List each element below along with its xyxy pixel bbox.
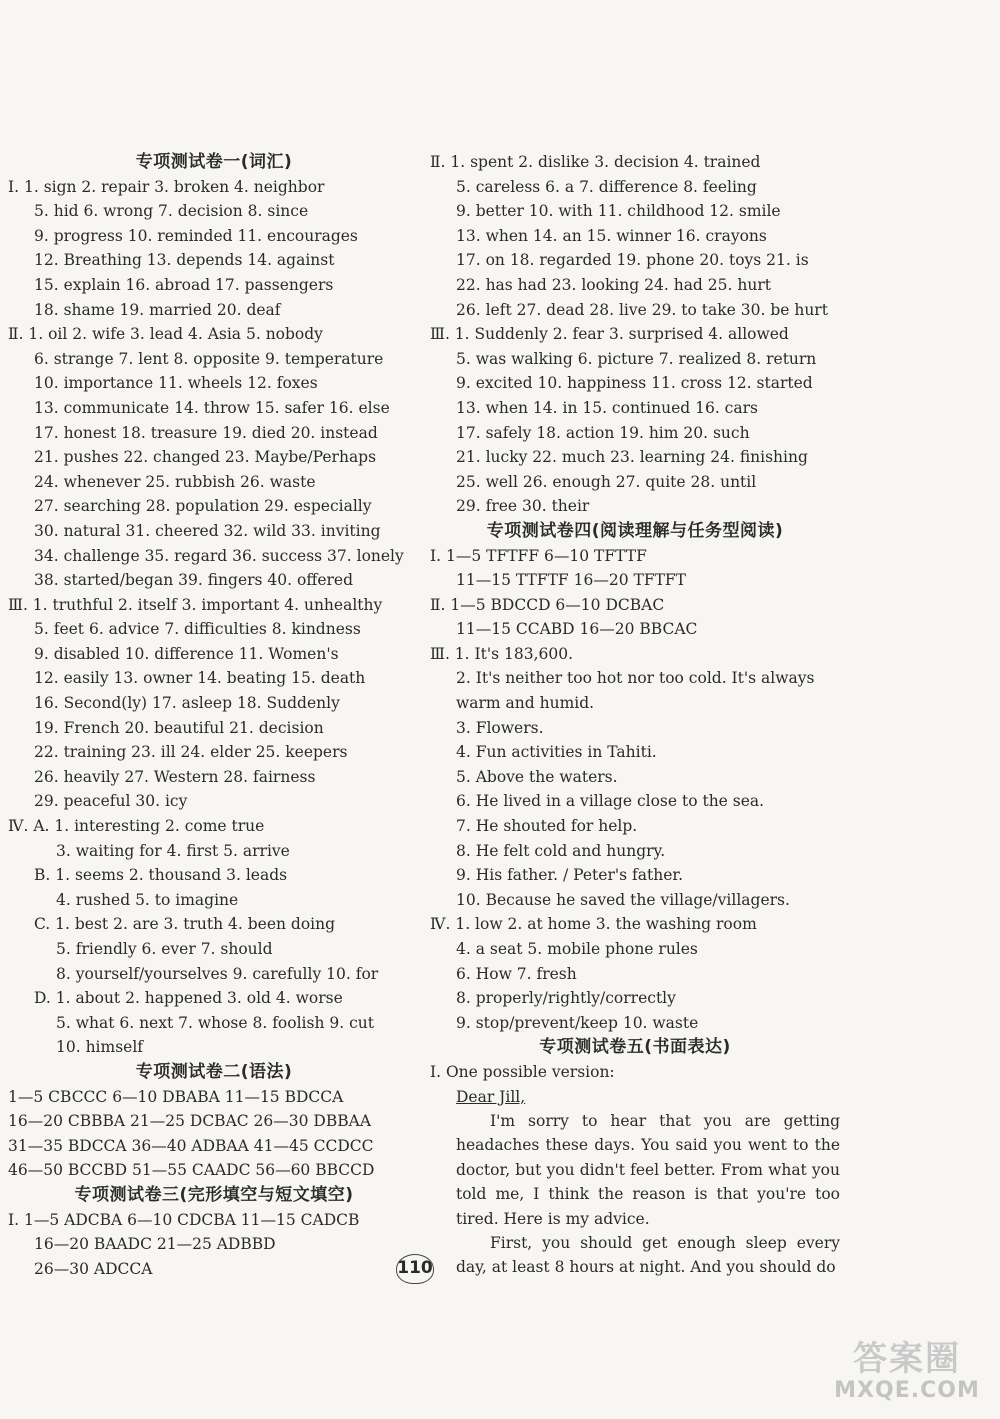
answer-line: 17. safely 18. action 19. him 20. such (456, 423, 750, 442)
right-column-lines (430, 150, 840, 1085)
answer-line: 5. was walking 6. picture 7. realized 8. return (456, 349, 817, 368)
answer-line: 3. waiting for 4. first 5. arrive (56, 841, 290, 860)
answer-line: 29. free 30. their (456, 497, 590, 516)
answer-line: 11—15 CCABD 16—20 BBCAC (456, 620, 698, 639)
site-watermark-logo (832, 1339, 982, 1409)
answer-line: 4. a seat 5. mobile phone rules (456, 940, 698, 958)
answer-line: 29. peaceful 30. icy (34, 792, 188, 811)
letter-salutation: Dear Jill, (456, 1087, 526, 1106)
answer-line: 16—20 BAADC 21—25 ADBBD (34, 1235, 276, 1254)
answer-line: Ⅰ. 1—5 TFTFF 6—10 TFTTF (430, 546, 647, 565)
answer-line: 31—35 BDCCA 36—40 ADBAA 41—45 CCDCC (8, 1136, 374, 1155)
answer-line: 24. whenever 25. rubbish 26. waste (34, 472, 316, 491)
section-heading: 专项测试卷一(词汇) (135, 152, 293, 172)
answer-line: 26. left 27. dead 28. live 29. to take 30. be hurt (456, 300, 828, 319)
answer-line: 13. communicate 14. throw 15. safer 16. else (34, 398, 390, 417)
answer-line: 2. It's neither too hot nor too cold. It's always (456, 669, 815, 688)
answer-line: 6. How 7. fresh (456, 964, 577, 983)
answer-line: 5. friendly 6. ever 7. should (56, 940, 273, 958)
answer-line: Ⅲ. 1. It's 183,600. (430, 644, 574, 663)
answer-line: Ⅳ. 1. low 2. at home 3. the washing room (430, 915, 757, 934)
answer-line: 5. what 6. next 7. whose 8. foolish 9. cut (56, 1013, 374, 1032)
answer-line: Ⅲ. 1. truthful 2. itself 3. important 4. unhealthy (8, 595, 383, 614)
answer-line: 10. Because he saved the village/villagers. (456, 890, 790, 909)
answer-line: 9. disabled 10. difference 11. Women's (34, 644, 339, 663)
answer-line: Ⅰ. 1. sign 2. repair 3. broken 4. neighbor (8, 177, 325, 196)
answer-line: 1—5 CBCCC 6—10 DBABA 11—15 BDCCA (8, 1087, 344, 1106)
answer-line: 9. excited 10. happiness 11. cross 12. started (456, 374, 813, 393)
answer-line: 30. natural 31. cheered 32. wild 33. inviting (34, 521, 381, 540)
answer-line: 22. has had 23. looking 24. had 25. hurt (456, 275, 771, 294)
answer-line: 9. His father. / Peter's father. (456, 866, 683, 885)
section-heading: 专项测试卷五(书面表达) (539, 1037, 731, 1058)
answer-line: 21. pushes 22. changed 23. Maybe/Perhaps (34, 448, 377, 467)
answer-line: 13. when 14. in 15. continued 16. cars (456, 398, 758, 417)
watermark-text-top: 答案圈 (853, 1339, 961, 1379)
answer-line: Ⅲ. 1. Suddenly 2. fear 3. surprised 4. allowed (430, 325, 789, 344)
answer-line: 18. shame 19. married 20. deaf (34, 300, 281, 319)
sample-letter (430, 1085, 840, 1280)
answer-line: D. 1. about 2. happened 3. old 4. worse (34, 989, 343, 1008)
answer-line: 9. progress 10. reminded 11. encourages (34, 226, 358, 245)
letter-paragraph-2: First, you should get enough sleep every day, at least 8 hours at night. And you should do (456, 1234, 840, 1277)
answer-line: 8. yourself/yourselves 9. carefully 10. for (56, 964, 379, 983)
answer-line: 3. Flowers. (456, 718, 544, 737)
answer-line: 25. well 26. enough 27. quite 28. until (456, 472, 757, 491)
answer-line: Ⅳ. A. 1. interesting 2. come true (8, 817, 265, 836)
answer-line: 7. He shouted for help. (456, 817, 638, 836)
answer-line: 6. He lived in a village close to the sea. (456, 792, 765, 811)
answer-line: 13. when 14. an 15. winner 16. crayons (456, 226, 767, 245)
answer-line: Ⅰ. 1—5 ADCBA 6—10 CDCBA 11—15 CADCB (8, 1210, 360, 1229)
answer-line: Ⅱ. 1. oil 2. wife 3. lead 4. Asia 5. nobody (8, 325, 323, 344)
answer-line: 22. training 23. ill 24. elder 25. keepers (34, 743, 348, 762)
answer-line: 10. importance 11. wheels 12. foxes (34, 374, 318, 393)
answer-line: B. 1. seems 2. thousand 3. leads (34, 866, 288, 885)
answer-line: 17. on 18. regarded 19. phone 20. toys 21. is (456, 251, 809, 270)
answer-line: 5. feet 6. advice 7. difficulties 8. kindness (34, 620, 361, 639)
answer-line: 8. properly/rightly/correctly (456, 989, 676, 1008)
answer-line: 11—15 TTFTF 16—20 TFTFT (456, 571, 687, 590)
left-column (8, 150, 420, 1281)
answer-line: 34. challenge 35. regard 36. success 37. lonely (34, 546, 404, 565)
answer-line: 26. heavily 27. Western 28. fairness (34, 767, 316, 786)
answer-line: 27. searching 28. population 29. especially (34, 497, 372, 516)
page-number: 110 (396, 1254, 434, 1284)
section-heading: 专项测试卷三(完形填空与短文填空) (74, 1184, 354, 1205)
answer-line: 19. French 20. beautiful 21. decision (34, 718, 324, 737)
watermark-text-bottom: MXQE.COM (834, 1378, 980, 1403)
answer-line: C. 1. best 2. are 3. truth 4. been doing (34, 915, 336, 934)
answer-line: 46—50 BCCBD 51—55 CAADC 56—60 BBCCD (8, 1161, 375, 1180)
answer-line: 8. He felt cold and hungry. (456, 841, 666, 860)
right-column (430, 150, 840, 1280)
answer-line: 4. Fun activities in Tahiti. (456, 743, 657, 762)
answer-line: 15. explain 16. abroad 17. passengers (34, 275, 334, 294)
answer-line: 5. hid 6. wrong 7. decision 8. since (34, 202, 309, 221)
answer-line: 38. started/began 39. fingers 40. offered (34, 571, 354, 590)
answer-line: 9. stop/prevent/keep 10. waste (456, 1013, 699, 1032)
answer-line: 16. Second(ly) 17. asleep 18. Suddenly (34, 694, 340, 713)
answer-line: 12. Breathing 13. depends 14. against (34, 251, 335, 270)
letter-paragraph-1: I'm sorry to hear that you are getting headaches these days. You said you went to the doctor, but you didn't feel better. From what you told me, I think the reason is that you're too tired. Here is my advice. (456, 1111, 840, 1228)
answer-line: 5. careless 6. a 7. difference 8. feeling (456, 177, 757, 196)
answer-line: 5. Above the waters. (456, 767, 618, 786)
answer-line: Ⅱ. 1—5 BDCCD 6—10 DCBAC (430, 595, 665, 614)
answer-line: 6. strange 7. lent 8. opposite 9. temperature (34, 349, 384, 368)
section-heading: 专项测试卷二(语法) (135, 1061, 293, 1082)
answer-line: Ⅱ. 1. spent 2. dislike 3. decision 4. trained (430, 153, 761, 171)
answer-line: Ⅰ. One possible version: (430, 1062, 615, 1081)
answer-line: 26—30 ADCCA (34, 1259, 153, 1278)
answer-line: 16—20 CBBBA 21—25 DCBAC 26—30 DBBAA (8, 1112, 372, 1131)
answer-line: 17. honest 18. treasure 19. died 20. instead (34, 423, 378, 442)
answer-line: 21. lucky 22. much 23. learning 24. finishing (456, 448, 808, 467)
section-heading: 专项测试卷四(阅读理解与任务型阅读) (486, 520, 784, 541)
answer-line: 4. rushed 5. to imagine (56, 890, 239, 909)
answer-line: 12. easily 13. owner 14. beating 15. death (34, 669, 366, 688)
answer-line: 9. better 10. with 11. childhood 12. smile (456, 202, 781, 221)
answer-line: 10. himself (56, 1038, 144, 1057)
answer-line: warm and humid. (456, 694, 595, 713)
